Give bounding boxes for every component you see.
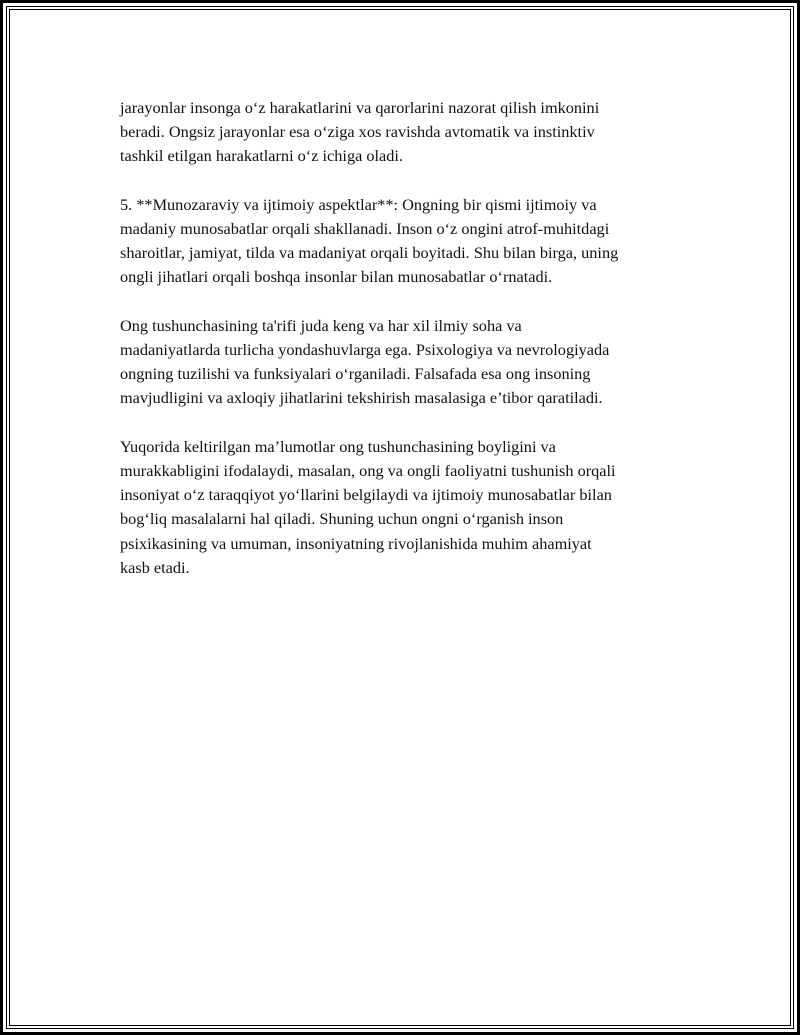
paragraph: jarayonlar insonga o‘z harakatlarini va qarorlarini nazorat qilish imkonini beradi. Ongsiz jarayonlar esa o‘ziga xos ravishda avtomatik va instinktiv tashkil etilgan harakatlarni o‘z ichiga oladi.	[120, 98, 600, 166]
paragraph: 5. **Munozaraviy va ijtimoiy aspektlar**: Ongning bir qismi ijtimoiy va madaniy munosabatlar orqali shakllanadi. Inson o‘z ongini atrof-muhitdagi sharoitlar, jamiyat, tilda va madaniyat orqali boyitadi. Shu bilan birga, uning ongli jihatlari orqali boshqa insonlar bilan munosabatlar o‘rnatadi.	[120, 194, 619, 287]
paragraph: Ong tushunchasining ta'rifi juda keng va har xil ilmiy soha va madaniyatlarda turlicha yondashuvlarga ega. Psixologiya va nevrologiyada ongning tuzilishi va funksiyalari o‘rganiladi. Falsafada esa ong insoning mavjudligini va axloqiy jihatlarini tekshirish masalasiga e’tibor qaratiladi.	[120, 315, 610, 408]
paragraph: Yuqorida keltirilgan ma’lumotlar ong tushunchasining boyligini va murakkabligini ifodalaydi, masalan, ong va ongli faoliyatni tushunish orqali insoniyat o‘z taraqqiyot yo‘llarini belgilaydi va ijtimoiy munosabatlar bilan bog‘liq masalalarni hal qiladi. Shuning uchun ongni o‘rganish inson psixikasining va umuman, insoniyatning rivojlanishida muhim ahamiyat kasb etadi.	[120, 436, 616, 577]
document-body	[120, 96, 690, 604]
